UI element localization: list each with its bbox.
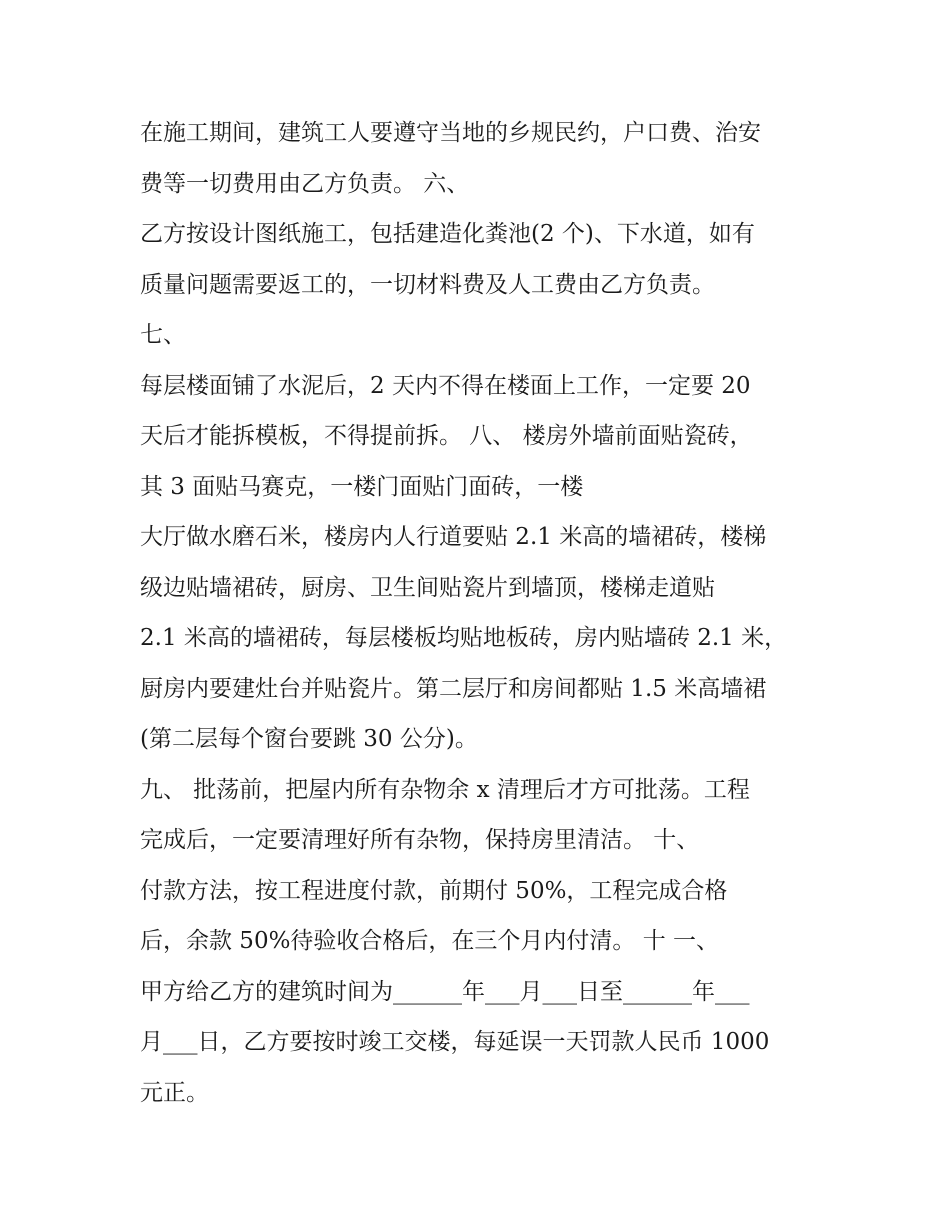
text-line: 乙方按设计图纸施工，包括建造化粪池(2 个)、下水道，如有 <box>140 221 755 247</box>
text-line: 月___日，乙方要按时竣工交楼，每延误一天罚款人民币 1000 <box>140 1029 770 1055</box>
text-line: 元正。 <box>140 1079 209 1106</box>
text-line: 质量问题需要返工的，一切材料费及人工费由乙方负责。 <box>140 271 715 298</box>
text-line: (第二层每个窗台要跳 30 公分)。 <box>140 726 478 752</box>
text-line: 七、 <box>140 322 186 348</box>
text-line: 天后才能拆模板，不得提前拆。 八、 楼房外墙前面贴瓷砖， <box>140 423 753 449</box>
text-line: 完成后，一定要清理好所有杂物，保持房里清洁。 十、 <box>140 827 700 853</box>
text-line: 付款方法，按工程进度付款，前期付 50%，工程完成合格 <box>140 877 728 904</box>
contract-body-text <box>140 108 830 1118</box>
text-line: 2.1 米高的墙裙砖，每层楼板均贴地板砖，房内贴墙砖 2.1 米， <box>140 625 788 651</box>
text-line: 厨房内要建灶台并贴瓷片。第二层厅和房间都贴 1.5 米高墙裙 <box>140 675 767 702</box>
text-line: 其 3 面贴马赛克，一楼门面贴门面砖，一楼 <box>140 473 584 500</box>
text-line: 后，余款 50%待验收合格后，在三个月内付清。 十 一、 <box>140 928 720 954</box>
text-line: 每层楼面铺了水泥后，2 天内不得在楼面上工作，一定要 20 <box>140 372 751 399</box>
text-line: 九、 批荡前，把屋内所有杂物余 x 清理后才方可批荡。工程 <box>140 776 750 803</box>
text-line: 大厅做水磨石米，楼房内人行道要贴 2.1 米高的墙裙砖，楼梯 <box>140 524 767 550</box>
text-line: 在施工期间，建筑工人要遵守当地的乡规民约，户口费、治安 <box>140 120 761 146</box>
text-line: 甲方给乙方的建筑时间为______年___月___日至______年___ <box>140 978 750 1005</box>
text-line: 费等一切费用由乙方负责。 六、 <box>140 170 470 197</box>
text-line: 级边贴墙裙砖，厨房、卫生间贴瓷片到墙顶，楼梯走道贴 <box>140 574 715 601</box>
